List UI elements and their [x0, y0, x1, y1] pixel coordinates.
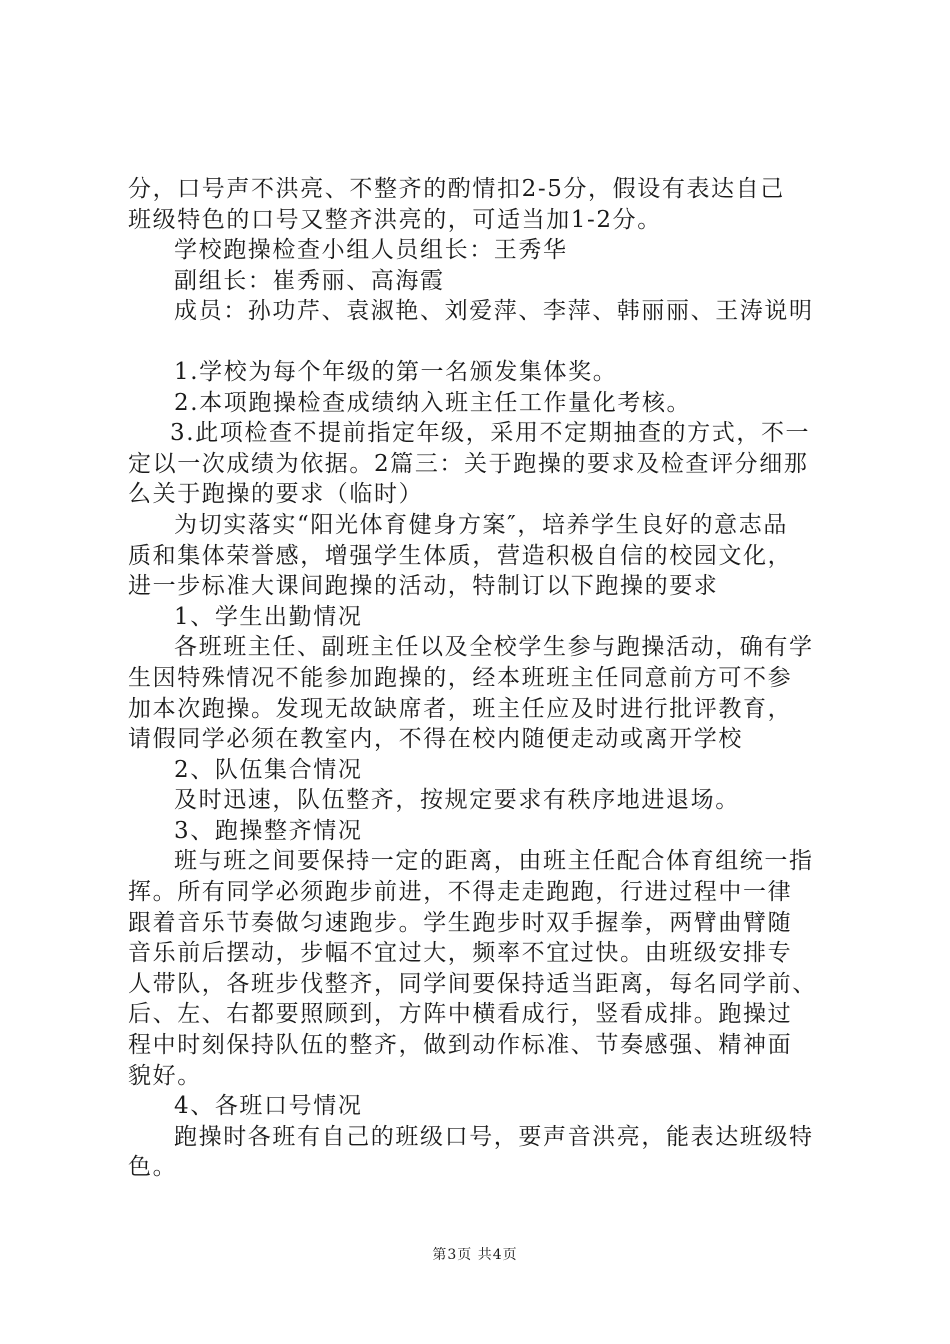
section-heading: 2、队伍集合情况 — [174, 756, 363, 783]
text-line: 挥。所有同学必须跑步前进，不得走走跑跑，行进过程中一律 — [128, 879, 793, 906]
text-line: 2.本项跑操检查成绩纳入班主任工作量化考核。 — [174, 389, 692, 416]
text-line: 副组长：崔秀丽、高海霞 — [174, 267, 445, 294]
text-line: 跟着音乐节奏做匀速跑步。学生跑步时双手握拳，两臂曲臂随 — [128, 909, 793, 936]
text-line: 质和集体荣誉感，增强学生体质，营造积极自信的校园文化， — [128, 542, 793, 569]
text-line: 及时迅速，队伍整齐，按规定要求有秩序地进退场。 — [174, 787, 740, 814]
section-heading: 4、各班口号情况 — [174, 1093, 363, 1120]
text-line: 么关于跑操的要求（临时） — [128, 481, 424, 508]
blank-line — [128, 327, 834, 357]
text-line: 色。 — [128, 1154, 178, 1181]
text-line: 分，口号声不洪亮、不整齐的酌情扣2-5分，假设有表达自己 — [128, 176, 785, 202]
text-line: 班级特色的口号又整齐洪亮的，可适当加1-2分。 — [128, 206, 662, 233]
text-line: 音乐前后摆动，步幅不宜过大，频率不宜过快。由班级安排专 — [128, 940, 793, 967]
page-number-footer: 第3页 共4页 — [432, 1247, 518, 1263]
section-heading: 1、学生出勤情况 — [174, 603, 363, 630]
text-line: 进一步标准大课间跑操的活动，特制订以下跑操的要求 — [128, 573, 719, 600]
text-line: 后、左、右都要照顾到，方阵中横看成行，竖看成排。跑操过 — [128, 1001, 793, 1028]
text-line: 定以一次成绩为依据。2篇三：关于跑操的要求及检查评分细那 — [128, 450, 809, 477]
text-line: 加本次跑操。发现无故缺席者，班主任应及时进行批评教育， — [128, 695, 793, 722]
text-line: 成员：孙功芹、袁淑艳、刘爱萍、李萍、韩丽丽、王涛说明 — [174, 298, 814, 325]
text-line: 人带队，各班步伐整齐，同学间要保持适当距离，每名同学前、 — [128, 970, 817, 997]
section-heading: 3、跑操整齐情况 — [174, 817, 363, 844]
text-line: 貌好。 — [128, 1062, 202, 1089]
text-line: 3.此项检查不提前指定年级，采用不定期抽查的方式，不一 — [170, 420, 811, 447]
text-line: 学校跑操检查小组人员组长：王秀华 — [174, 237, 568, 264]
text-line: 1.学校为每个年级的第一名颁发集体奖。 — [174, 358, 618, 385]
text-line: 为切实落实“阳光体育健身方案″，培养学生良好的意志品 — [174, 511, 788, 538]
text-line: 跑操时各班有自己的班级口号，要声音洪亮，能表达班级特 — [174, 1123, 814, 1150]
text-line: 班与班之间要保持一定的距离，由班主任配合体育组统一指 — [174, 848, 814, 875]
text-line: 请假同学必须在教室内，不得在校内随便走动或离开学校 — [128, 726, 743, 753]
text-line: 程中时刻保持队伍的整齐，做到动作标准、节奏感强、精神面 — [128, 1032, 793, 1059]
text-line: 生因特殊情况不能参加跑操的，经本班班主任同意前方可不参 — [128, 664, 793, 691]
text-line: 各班班主任、副班主任以及全校学生参与跑操活动，确有学 — [174, 634, 814, 661]
document-body — [128, 174, 834, 1183]
